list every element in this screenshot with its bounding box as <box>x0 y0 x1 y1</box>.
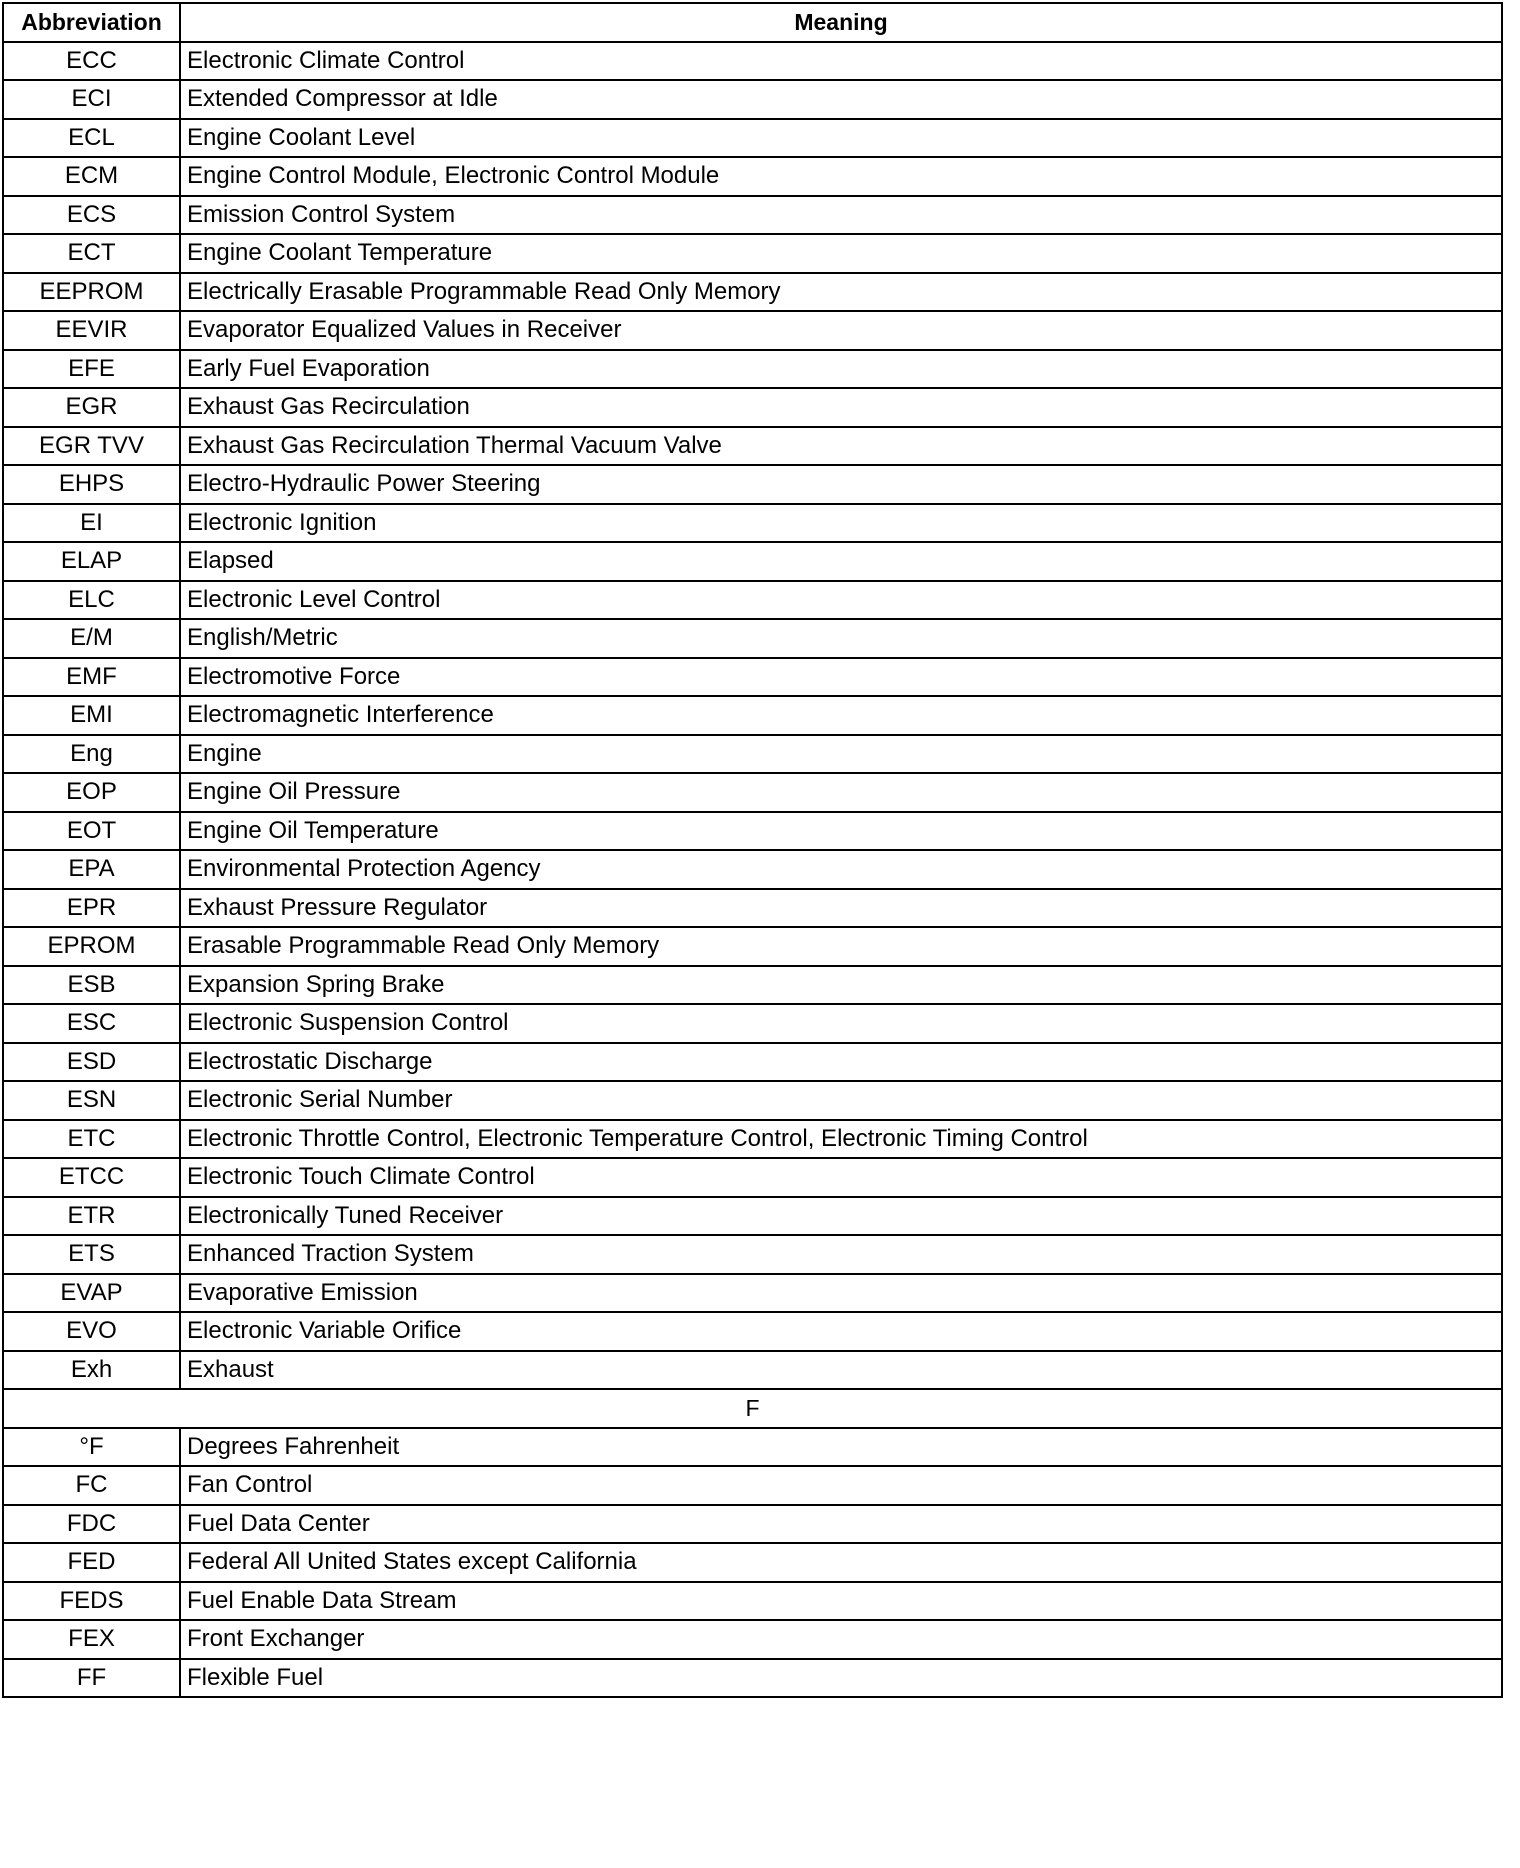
meaning-cell: Electronic Ignition <box>180 504 1502 543</box>
meaning-cell: Expansion Spring Brake <box>180 966 1502 1005</box>
table-body <box>3 42 1502 1698</box>
abbreviation-cell: EMF <box>3 658 180 697</box>
meaning-cell: Evaporative Emission <box>180 1274 1502 1313</box>
table-row <box>3 273 1502 312</box>
section-letter: F <box>3 1389 1502 1428</box>
meaning-cell: Exhaust Gas Recirculation <box>180 388 1502 427</box>
section-row <box>3 1389 1502 1428</box>
table-row <box>3 1120 1502 1159</box>
meaning-cell: Early Fuel Evaporation <box>180 350 1502 389</box>
meaning-cell: Electronic Serial Number <box>180 1081 1502 1120</box>
abbreviation-cell: ECM <box>3 157 180 196</box>
abbreviation-cell: EEPROM <box>3 273 180 312</box>
table-row <box>3 234 1502 273</box>
meaning-cell: Flexible Fuel <box>180 1659 1502 1698</box>
abbreviation-cell: EOT <box>3 812 180 851</box>
table-row <box>3 427 1502 466</box>
meaning-cell: Exhaust Gas Recirculation Thermal Vacuum Valve <box>180 427 1502 466</box>
table-row <box>3 80 1502 119</box>
meaning-cell: Electronically Tuned Receiver <box>180 1197 1502 1236</box>
abbreviation-cell: ELC <box>3 581 180 620</box>
meaning-cell: Electronic Level Control <box>180 581 1502 620</box>
meaning-cell: Electronic Variable Orifice <box>180 1312 1502 1351</box>
table-row <box>3 1312 1502 1351</box>
abbreviation-cell: ECI <box>3 80 180 119</box>
abbreviation-cell: EPR <box>3 889 180 928</box>
table-row <box>3 927 1502 966</box>
abbreviation-cell: EGR <box>3 388 180 427</box>
abbreviation-cell: FED <box>3 1543 180 1582</box>
meaning-cell: Fan Control <box>180 1466 1502 1505</box>
meaning-cell: Erasable Programmable Read Only Memory <box>180 927 1502 966</box>
table-row <box>3 542 1502 581</box>
meaning-cell: English/Metric <box>180 619 1502 658</box>
abbreviation-cell: EI <box>3 504 180 543</box>
abbreviation-cell: ECS <box>3 196 180 235</box>
meaning-cell: Electro-Hydraulic Power Steering <box>180 465 1502 504</box>
table-header-row <box>3 3 1502 42</box>
meaning-cell: Engine <box>180 735 1502 774</box>
table-row <box>3 196 1502 235</box>
meaning-cell: Electromotive Force <box>180 658 1502 697</box>
abbreviation-cell: E/M <box>3 619 180 658</box>
column-header-meaning: Meaning <box>180 3 1502 42</box>
table-row <box>3 42 1502 81</box>
abbreviation-cell: EMI <box>3 696 180 735</box>
abbreviation-cell: EPROM <box>3 927 180 966</box>
abbreviation-cell: ELAP <box>3 542 180 581</box>
abbreviation-cell: FC <box>3 1466 180 1505</box>
abbreviation-cell: EOP <box>3 773 180 812</box>
table-row <box>3 619 1502 658</box>
abbreviation-cell: EGR TVV <box>3 427 180 466</box>
table-row <box>3 1081 1502 1120</box>
abbreviation-cell: ETS <box>3 1235 180 1274</box>
table-row <box>3 773 1502 812</box>
abbreviation-cell: FF <box>3 1659 180 1698</box>
table-row <box>3 1274 1502 1313</box>
abbreviation-cell: ETC <box>3 1120 180 1159</box>
table-row <box>3 696 1502 735</box>
table-row <box>3 1659 1502 1698</box>
meaning-cell: Electronic Climate Control <box>180 42 1502 81</box>
table-row <box>3 465 1502 504</box>
meaning-cell: Electrically Erasable Programmable Read Only Memory <box>180 273 1502 312</box>
meaning-cell: Extended Compressor at Idle <box>180 80 1502 119</box>
table-row <box>3 1466 1502 1505</box>
meaning-cell: Front Exchanger <box>180 1620 1502 1659</box>
meaning-cell: Exhaust <box>180 1351 1502 1390</box>
meaning-cell: Engine Coolant Temperature <box>180 234 1502 273</box>
table-row <box>3 157 1502 196</box>
meaning-cell: Engine Oil Temperature <box>180 812 1502 851</box>
table-row <box>3 1543 1502 1582</box>
table-row <box>3 388 1502 427</box>
column-header-abbreviation: Abbreviation <box>3 3 180 42</box>
table-row <box>3 1043 1502 1082</box>
table-row <box>3 311 1502 350</box>
abbreviation-cell: FDC <box>3 1505 180 1544</box>
meaning-cell: Engine Oil Pressure <box>180 773 1502 812</box>
abbreviation-cell: EEVIR <box>3 311 180 350</box>
table-row <box>3 1620 1502 1659</box>
meaning-cell: Environmental Protection Agency <box>180 850 1502 889</box>
abbreviation-cell: ECT <box>3 234 180 273</box>
meaning-cell: Electronic Touch Climate Control <box>180 1158 1502 1197</box>
table-row <box>3 658 1502 697</box>
table-row <box>3 1235 1502 1274</box>
table-row <box>3 350 1502 389</box>
meaning-cell: Electronic Throttle Control, Electronic Temperature Control, Electronic Timing Control <box>180 1120 1502 1159</box>
table-row <box>3 1158 1502 1197</box>
meaning-cell: Enhanced Traction System <box>180 1235 1502 1274</box>
abbreviation-cell: EPA <box>3 850 180 889</box>
abbreviation-cell: °F <box>3 1428 180 1467</box>
abbreviation-cell: ECL <box>3 119 180 158</box>
table-row <box>3 504 1502 543</box>
meaning-cell: Fuel Data Center <box>180 1505 1502 1544</box>
table-row <box>3 1428 1502 1467</box>
meaning-cell: Degrees Fahrenheit <box>180 1428 1502 1467</box>
abbreviation-cell: ETR <box>3 1197 180 1236</box>
table-row <box>3 735 1502 774</box>
abbreviation-cell: EVO <box>3 1312 180 1351</box>
abbreviation-cell: EVAP <box>3 1274 180 1313</box>
table-row <box>3 1004 1502 1043</box>
table-row <box>3 1197 1502 1236</box>
table-row <box>3 966 1502 1005</box>
meaning-cell: Exhaust Pressure Regulator <box>180 889 1502 928</box>
meaning-cell: Electronic Suspension Control <box>180 1004 1502 1043</box>
abbreviation-cell: ESC <box>3 1004 180 1043</box>
table-row <box>3 1582 1502 1621</box>
table-row <box>3 812 1502 851</box>
abbreviation-cell: EFE <box>3 350 180 389</box>
abbreviation-cell: Exh <box>3 1351 180 1390</box>
table-row <box>3 889 1502 928</box>
abbreviation-cell: ETCC <box>3 1158 180 1197</box>
meaning-cell: Fuel Enable Data Stream <box>180 1582 1502 1621</box>
meaning-cell: Evaporator Equalized Values in Receiver <box>180 311 1502 350</box>
table-row <box>3 1351 1502 1390</box>
meaning-cell: Electrostatic Discharge <box>180 1043 1502 1082</box>
meaning-cell: Elapsed <box>180 542 1502 581</box>
abbreviation-cell: ESN <box>3 1081 180 1120</box>
table-row <box>3 581 1502 620</box>
meaning-cell: Electromagnetic Interference <box>180 696 1502 735</box>
abbreviation-table <box>2 2 1503 1698</box>
abbreviation-cell: FEDS <box>3 1582 180 1621</box>
abbreviation-cell: ESD <box>3 1043 180 1082</box>
meaning-cell: Engine Coolant Level <box>180 119 1502 158</box>
table-row <box>3 119 1502 158</box>
meaning-cell: Federal All United States except California <box>180 1543 1502 1582</box>
meaning-cell: Emission Control System <box>180 196 1502 235</box>
abbreviation-cell: ESB <box>3 966 180 1005</box>
abbreviation-cell: FEX <box>3 1620 180 1659</box>
abbreviation-cell: ECC <box>3 42 180 81</box>
abbreviation-cell: EHPS <box>3 465 180 504</box>
abbreviation-cell: Eng <box>3 735 180 774</box>
table-row <box>3 1505 1502 1544</box>
meaning-cell: Engine Control Module, Electronic Control Module <box>180 157 1502 196</box>
table-row <box>3 850 1502 889</box>
